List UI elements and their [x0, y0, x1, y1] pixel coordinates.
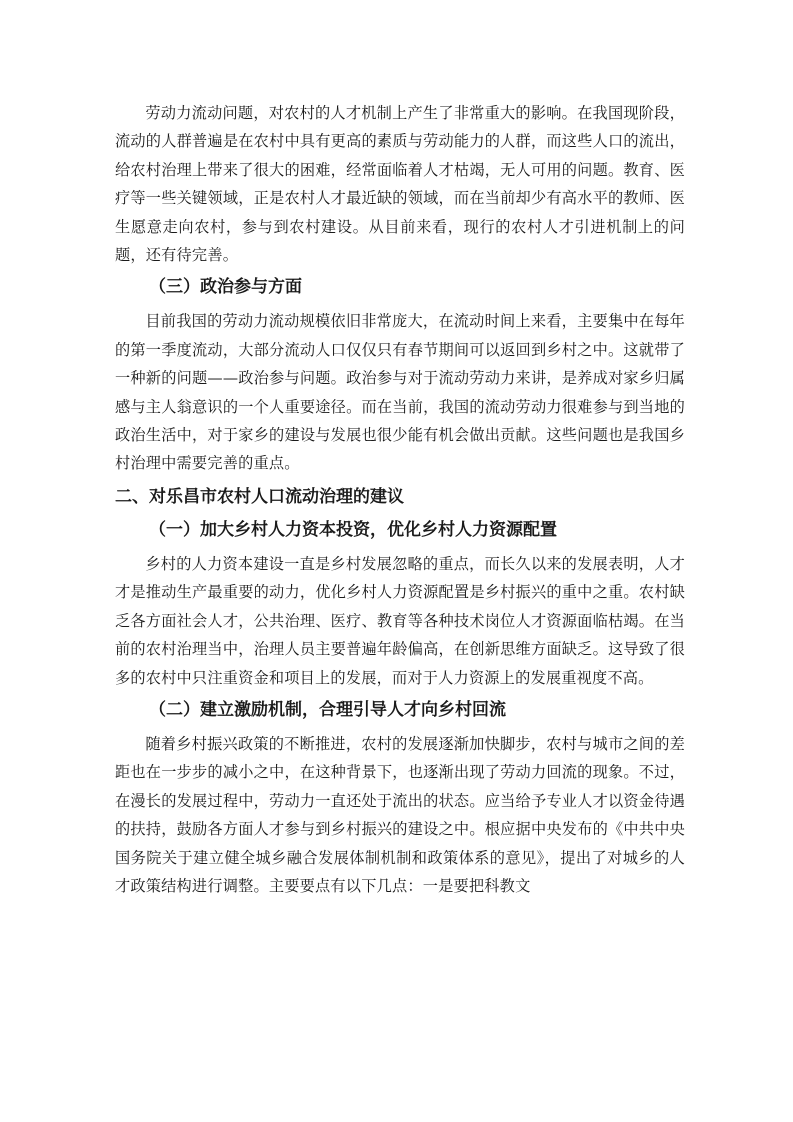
paragraph-incentive-mechanism: 随着乡村振兴政策的不断推进，农村的发展逐渐加快脚步，农村与城市之间的差距也在一步步的减小之中，在这种背景下，也逐渐出现了劳动力回流的现象。不过，在漫长的发展过程中，劳动力一直还处于流出的状态。应当给予专业人才以资金待遇的扶持，鼓励各方面人才参与到乡村振兴的建设之中。根应据中央发布的《中共中央国务院关于建立健全城乡融合发展体制机制和政策体系的意见》，提出了对城乡的人才政策结构进行调整。主要要点有以下几点：一是要把科教文 — [115, 734, 685, 895]
document-page — [115, 99, 685, 900]
paragraph-talent-mechanism: 劳动力流动问题，对农村的人才机制上产生了非常重大的影响。在我国现阶段，流动的人群普遍是在农村中具有更高的素质与劳动能力的人群，而这些人口的流出，给农村治理上带来了很大的困难，经常面临着人才枯竭，无人可用的问题。教育、医疗等一些关键领域，正是农村人才最近缺的领域，而在当前却少有高水平的教师、医生愿意走向农村，参与到农村建设。从目前来看，现行的农村人才引进机制上的问题，还有待完善。 — [115, 104, 685, 265]
paragraph-human-capital: 乡村的人力资本建设一直是乡村发展忽略的重点，而长久以来的发展表明，人才才是推动生产最重要的动力，优化乡村人力资源配置是乡村振兴的重中之重。农村缺乏各方面社会人才，公共治理、医疗、教育等各种技术岗位人才资源面临枯竭。在当前的农村治理当中，治理人员主要普遍年龄偏高，在创新思维方面缺乏。这导致了很多的农村中只注重资金和项目上的发展，而对于人力资源上的发展重视度不高。 — [115, 554, 685, 687]
heading-political-participation: （三）政治参与方面 — [149, 277, 302, 298]
paragraph-political-participation: 目前我国的劳动力流动规模依旧非常庞大，在流动时间上来看，主要集中在每年的第一季度流动，大部分流动人口仅仅只有春节期间可以返回到乡村之中。这就带了一种新的问题——政治参与问题。政治参与对于流动劳动力来讲，是养成对家乡归属感与主人翁意识的一个人重要途径。而在当前，我国的流动劳动力很难参与到当地的政治生活中，对于家乡的建设与发展也很少能有机会做出贡献。这些问题也是我国乡村治理中需要完善的重点。 — [115, 312, 685, 473]
heading-incentive-mechanism: （二）建立激励机制，合理引导人才向乡村回流 — [149, 699, 506, 720]
heading-human-capital-investment: （一）加大乡村人力资本投资，优化乡村人力资源配置 — [149, 519, 557, 540]
heading-section-suggestions: 二、对乐昌市农村人口流动治理的建议 — [115, 486, 404, 507]
